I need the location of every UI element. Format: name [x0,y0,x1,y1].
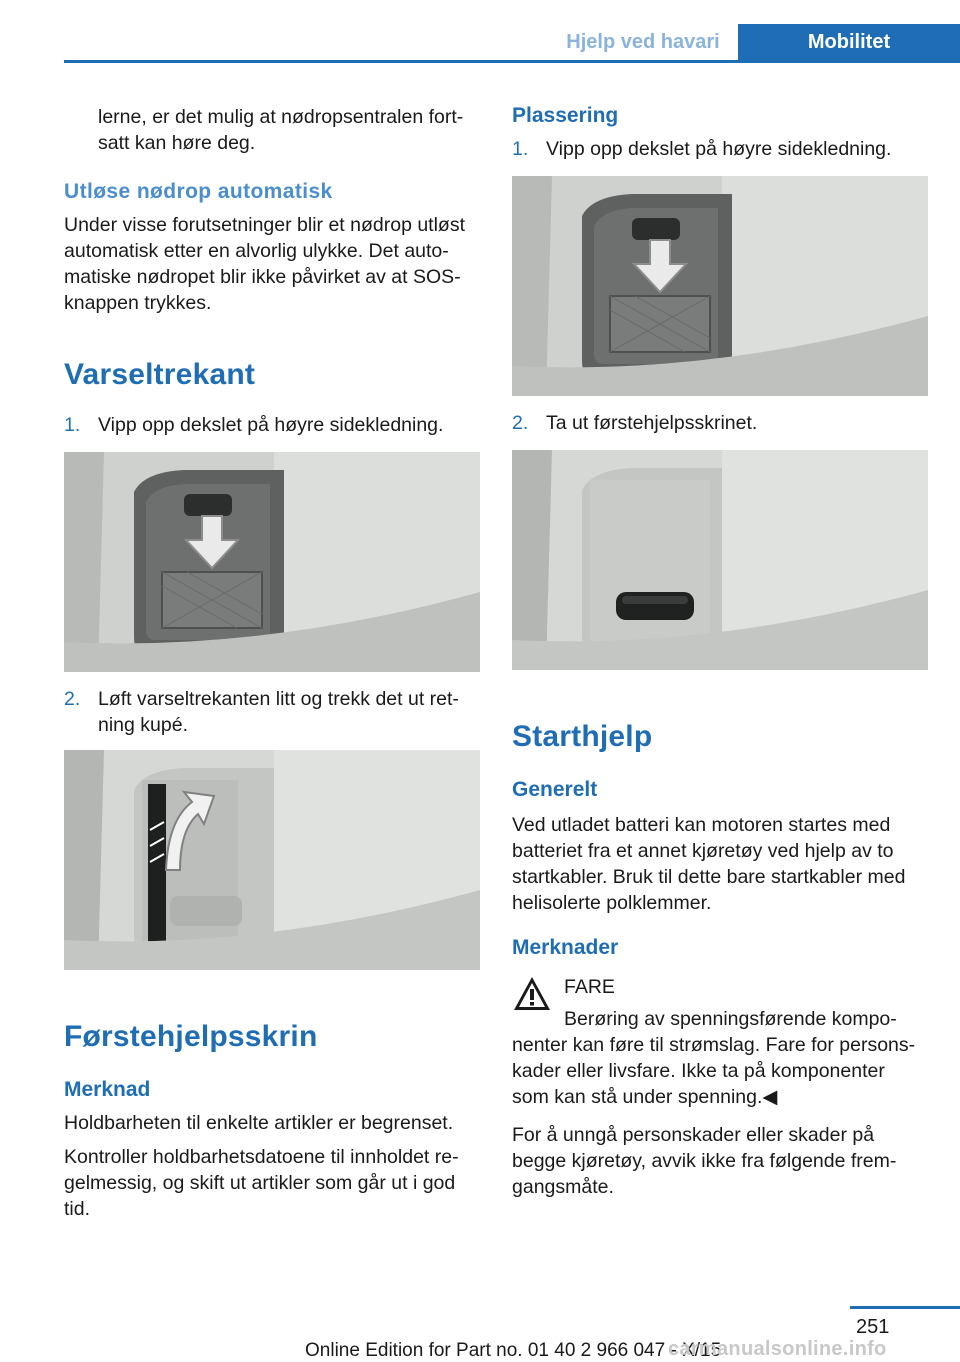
avoid-text: For å unngå personskader eller skader på begge kjøretøy, avvik ikke fra følgende frem‐ gangsmåte. [512,1124,897,1198]
triangle-illustration [64,750,480,970]
cover-illustration [64,452,480,672]
notes-heading: Merknader [512,936,619,959]
step-text: Løft varseltrekanten litt og trekk det ut ret‐ ning kupé. [98,688,459,736]
general-heading: Generelt [512,778,598,801]
header-section-tab[interactable]: Hjelp ved havari [566,31,720,53]
watermark: carmanualsonline.info [668,1338,887,1360]
auto-call-text: Under visse forutsetninger blir et nødrop utløst automatisk etter en alvorlig ulykke. Det auto‐ matiske nødropet blir ikke påvirket av at SOS- knappen trykkes. [64,214,466,314]
header-chapter-tab[interactable]: Mobilitet [738,24,960,60]
figure-open-cover-2 [512,176,928,396]
page-number: 251 [856,1316,890,1338]
cover-illustration [512,176,928,396]
note-text: Holdbarheten til enkelte artikler er begrenset. [64,1112,454,1134]
warning-icon [512,974,552,1014]
step-number: 2. [512,412,529,434]
footer-rule [850,1306,960,1309]
placement-heading: Plassering [512,104,619,127]
note-text-2: Kontroller holdbarhetsdatoene til innholdet re‐ gelmessig, og skift ut artikler som går ut i god tid. [64,1146,459,1220]
danger-label: FARE [564,976,615,998]
first-aid-kit-illustration [512,450,928,670]
danger-text-line1: Berøring av spenningsførende kompo‐ [564,1008,897,1030]
jump-start-heading: Starthjelp [512,720,653,753]
step-number: 1. [512,138,529,160]
header-rule [64,60,960,63]
step-number: 1. [64,414,81,436]
edition-text: Online Edition for Part no. 01 40 2 966 047 - X/15 [305,1340,722,1361]
step-number: 2. [64,688,81,710]
general-text: Ved utladet batteri kan motoren startes med batteriet fra et annet kjøretøy ved hjelp av to startkabler. Bruk til dette bare startkabler med helisolerte polklemmer. [512,814,906,914]
figure-first-aid-kit [512,450,928,670]
step-text: Vipp opp dekslet på høyre sidekledning. [546,138,892,160]
auto-call-heading: Utløse nødrop automatisk [64,180,333,203]
continued-text: lerne, er det mulig at nødropsentralen fort‐ satt kan høre deg. [98,106,464,154]
note-heading: Merknad [64,1078,151,1101]
figure-open-cover [64,452,480,672]
step-text: Vipp opp dekslet på høyre sidekledning. [98,414,444,436]
danger-text: nenter kan føre til strømslag. Fare for persons‐ kader eller livsfare. Ikke ta på komponenter som kan stå under spenning.◀ [512,1034,916,1108]
step-text: Ta ut førstehjelpsskrinet. [546,412,758,434]
warning-triangle-heading: Varseltrekant [64,358,256,391]
figure-remove-triangle [64,750,480,970]
first-aid-heading: Førstehjelpsskrin [64,1020,318,1053]
